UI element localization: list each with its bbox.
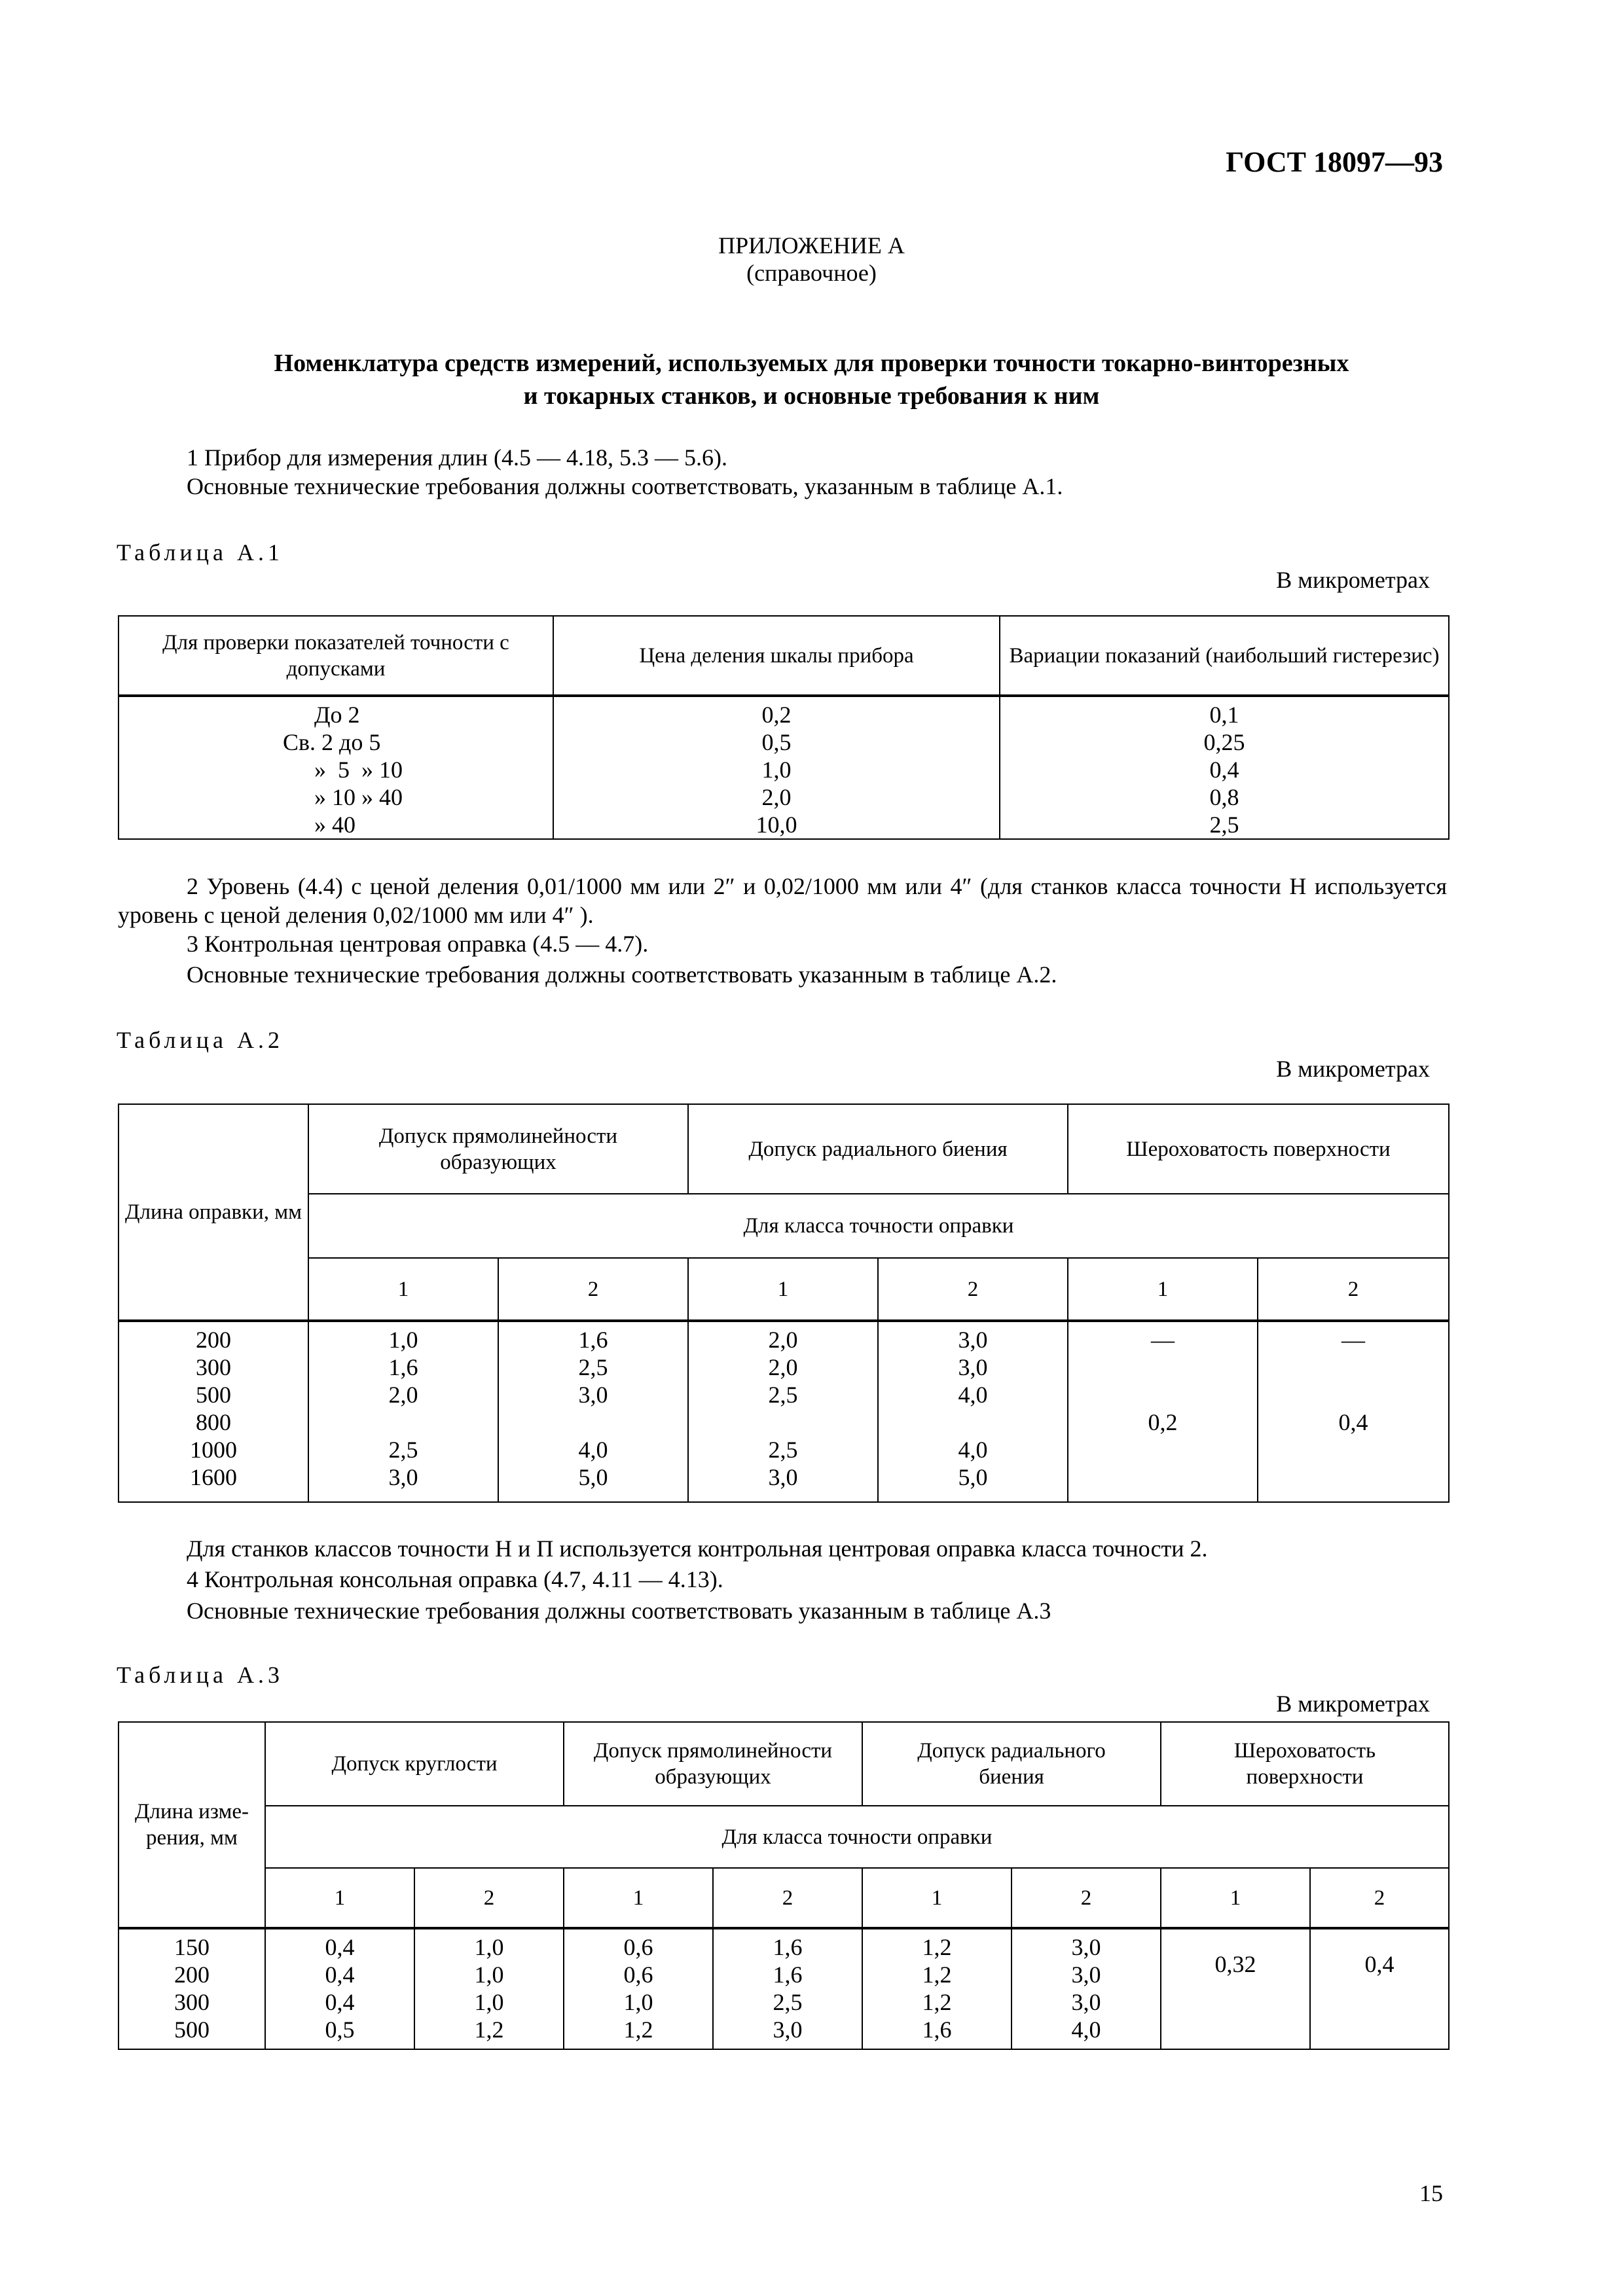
table-3-cell: 1,2 [623, 2017, 653, 2043]
appendix-title: ПРИЛОЖЕНИЕ А [718, 232, 905, 259]
table-3-header-length: Длина изме- рения, мм [119, 1722, 265, 1928]
table-2-cell: 3,0 [768, 1464, 798, 1490]
table-2-cell: 0,4 [1338, 1409, 1368, 1435]
table-2-header-length: Длина оправки, мм [119, 1104, 308, 1321]
table-2-cell: 2,5 [768, 1437, 798, 1463]
table-3-cell: 3,0 [1071, 1934, 1101, 1960]
table-3-label: Таблица А.3 [117, 1662, 283, 1688]
table-3-header-class: Для класса точности оправки [265, 1806, 1449, 1868]
table-1-cell: » 40 [314, 812, 356, 838]
table-3-header-straightness: Допуск прямолинейности образующих [564, 1722, 862, 1806]
item-4-text: 4 Контрольная консольная оправка (4.7, 4.11 — 4.13). [187, 1566, 723, 1592]
table-3-header-roundness: Допуск круглости [265, 1722, 564, 1806]
table-1-col-scale [553, 696, 1000, 839]
table-2-cell: 2,0 [768, 1354, 798, 1380]
table-3-cell: 1,2 [922, 1989, 952, 2015]
table-3-cell: 1,0 [474, 1962, 504, 1988]
table-2-cell: 200 [196, 1327, 231, 1353]
table-2-header-runout: Допуск радиального биения [688, 1104, 1068, 1194]
table-3-header-roughness: Шероховатость поверхности [1161, 1722, 1449, 1806]
table-3-col-straight-2 [713, 1928, 862, 2049]
table-3-units: В микрометрах [1276, 1691, 1430, 1717]
table-3-cell: 0,32 [1214, 1951, 1256, 1977]
table-2-cell [689, 1408, 877, 1436]
table-2-units: В микрометрах [1276, 1056, 1430, 1082]
table-1-cell: 2,0 [761, 784, 792, 810]
table-3-cell: 0,4 [1364, 1951, 1395, 1977]
table-3-cell: 1,6 [773, 1934, 803, 1960]
table-3-col-straight-1 [564, 1928, 713, 2049]
table-3-cell: 200 [174, 1962, 210, 1988]
table-3-cell: 300 [174, 1989, 210, 2015]
table-2-cell [499, 1408, 687, 1436]
table-3-cell: 2,5 [773, 1989, 803, 2015]
table-2-cell: 1000 [190, 1437, 237, 1463]
table-2-col-straight-1 [308, 1321, 498, 1502]
table-2-cell: 500 [196, 1382, 231, 1408]
table-1-header-scale: Цена деления шкалы прибора [553, 616, 1000, 696]
table-2-cell: 2,0 [388, 1382, 418, 1408]
table-2-col-length [119, 1321, 308, 1502]
table-3-col-round-1 [265, 1928, 414, 2049]
table-3-cell: 500 [174, 2017, 210, 2043]
table-1-cell: 0,1 [1209, 702, 1239, 728]
table-3-cell: 3,0 [773, 2017, 803, 2043]
table-1-cell: 0,4 [1209, 757, 1239, 783]
table-2-cell: 1,6 [578, 1327, 608, 1353]
table-2-class-1: 1 [688, 1258, 878, 1321]
table-3-col-length [119, 1928, 265, 2049]
table-3-col-runout-2 [1012, 1928, 1161, 2049]
section-3-note: Для станков классов точности Н и П используется контрольная центровая оправка класса точности 2. [187, 1535, 1208, 1562]
table-1-col-tolerance [119, 696, 553, 839]
table-2-dash: — [1151, 1327, 1175, 1353]
table-3-class-1: 1 [564, 1868, 713, 1928]
table-3-cell: 0,6 [623, 1934, 653, 1960]
table-2-cell: 3,0 [578, 1382, 608, 1408]
table-3-cell: 1,6 [773, 1962, 803, 1988]
table-2-col-runout-1 [688, 1321, 878, 1502]
table-3-col-rough-1 [1161, 1928, 1310, 2049]
table-2-cell [309, 1408, 498, 1436]
table-2-cell: 4,0 [578, 1437, 608, 1463]
table-3-cell: 0,4 [325, 1962, 355, 1988]
table-3-col-round-2 [414, 1928, 564, 2049]
table-1-cell: Св. 2 до 5 [283, 729, 381, 755]
table-3-cell: 0,4 [325, 1934, 355, 1960]
table-1-cell: 0,2 [761, 702, 792, 728]
table-3-cell: 0,5 [325, 2017, 355, 2043]
table-1-cell: » 5 » 10 [314, 757, 403, 783]
item-4-requirements: Основные технические требования должны соответствовать указанным в таблице А.3 [187, 1598, 1051, 1624]
heading-line-2: и токарных станков, и основные требования к ним [523, 382, 1100, 410]
table-2-cell: 2,0 [768, 1327, 798, 1353]
table-1-cell: 0,8 [1209, 784, 1239, 810]
table-2-header-straightness: Допуск прямолинейности образующих [308, 1104, 688, 1194]
table-3-cell: 1,2 [474, 2017, 504, 2043]
table-2-cell: 1,0 [388, 1327, 418, 1353]
table-3-header-runout: Допуск радиального биения [862, 1722, 1161, 1806]
table-2-cell: 2,5 [578, 1354, 608, 1380]
table-3-col-rough-2 [1310, 1928, 1449, 2049]
table-2-cell: 2,5 [768, 1382, 798, 1408]
table-2-cell: 5,0 [958, 1464, 988, 1490]
table-3 [118, 1721, 1450, 2050]
table-2-label: Таблица А.2 [117, 1027, 283, 1053]
table-1-cell: 1,0 [761, 757, 792, 783]
table-1-cell: До 2 [314, 702, 360, 728]
table-3-cell: 1,0 [623, 1989, 653, 2015]
table-2-cell: 4,0 [958, 1382, 988, 1408]
item-3-text: 3 Контрольная центровая оправка (4.5 — 4.7). [187, 931, 649, 957]
table-3-class-1: 1 [862, 1868, 1012, 1928]
page-number: 15 [1419, 2180, 1443, 2206]
item-3-requirements: Основные технические требования должны соответствовать указанным в таблице А.2. [187, 961, 1057, 988]
table-3-class-2: 2 [1012, 1868, 1161, 1928]
table-2-cell: 300 [196, 1354, 231, 1380]
table-1-header-variation: Вариации показаний (наибольший гистерезис) [1000, 616, 1449, 696]
table-2-col-rough-2 [1258, 1321, 1449, 1502]
table-1-cell: 10,0 [756, 812, 797, 838]
table-2-cell: 1600 [190, 1464, 237, 1490]
item-2-text: 2 Уровень (4.4) с ценой деления 0,01/1000 мм или 2″ и 0,02/1000 мм или 4″ (для станков класса точности Н используется уровень с ценой деления 0,02/1000 мм или 4″ ). [118, 873, 1447, 928]
table-2-cell: 0,2 [1148, 1409, 1178, 1435]
table-2-class-1: 1 [308, 1258, 498, 1321]
table-1-units: В микрометрах [1276, 567, 1430, 593]
table-2-cell: 3,0 [388, 1464, 418, 1490]
table-2-cell: 5,0 [578, 1464, 608, 1490]
table-1-header-check: Для проверки показателей точности с допусками [119, 616, 553, 696]
table-3-cell: 1,2 [922, 1962, 952, 1988]
table-1-col-variation [1000, 696, 1449, 839]
heading-line-1: Номенклатура средств измерений, используемых для проверки точности токарно-винторезных [274, 350, 1349, 377]
table-2-cell: 1,6 [388, 1354, 418, 1380]
table-1-cell: 0,25 [1203, 729, 1245, 755]
table-2-header-roughness: Шероховатость поверхности [1068, 1104, 1449, 1194]
table-1-cell: » 10 » 40 [314, 784, 403, 810]
table-3-cell: 1,2 [922, 1934, 952, 1960]
table-2-col-straight-2 [498, 1321, 688, 1502]
table-3-cell: 0,6 [623, 1962, 653, 1988]
table-2-cell: 3,0 [958, 1327, 988, 1353]
table-2-col-runout-2 [878, 1321, 1068, 1502]
table-1 [118, 615, 1450, 840]
table-2-col-rough-1 [1068, 1321, 1258, 1502]
table-3-cell: 150 [174, 1934, 210, 1960]
table-3-cell: 4,0 [1071, 2017, 1101, 2043]
table-2-class-2: 2 [1258, 1258, 1449, 1321]
table-2-header-class: Для класса точности оправки [308, 1194, 1449, 1258]
item-1-text: 1 Прибор для измерения длин (4.5 — 4.18, 5.3 — 5.6). [187, 444, 728, 471]
table-1-cell: 2,5 [1209, 812, 1239, 838]
table-2-cell: 4,0 [958, 1437, 988, 1463]
table-2-cell: 2,5 [388, 1437, 418, 1463]
table-2-cell: 800 [196, 1409, 231, 1435]
table-2-cell: 3,0 [958, 1354, 988, 1380]
table-3-cell: 1,0 [474, 1934, 504, 1960]
table-3-cell: 3,0 [1071, 1989, 1101, 2015]
table-1-cell: 0,5 [761, 729, 792, 755]
table-3-col-runout-1 [862, 1928, 1012, 2049]
appendix-subtitle: (справочное) [746, 260, 877, 286]
table-1-label: Таблица А.1 [117, 539, 283, 565]
table-2-class-1: 1 [1068, 1258, 1258, 1321]
table-3-class-2: 2 [414, 1868, 564, 1928]
table-2-class-2: 2 [878, 1258, 1068, 1321]
item-1-requirements: Основные технические требования должны соответствовать, указанным в таблице А.1. [187, 473, 1063, 499]
table-2-cell [879, 1408, 1067, 1436]
standard-number: ГОСТ 18097—93 [1226, 146, 1443, 178]
table-3-cell: 1,6 [922, 2017, 952, 2043]
table-3-class-1: 1 [265, 1868, 414, 1928]
table-2 [118, 1103, 1450, 1503]
table-3-cell: 0,4 [325, 1989, 355, 2015]
document-heading [0, 347, 1623, 412]
table-2-class-2: 2 [498, 1258, 688, 1321]
table-3-class-2: 2 [713, 1868, 862, 1928]
table-3-cell: 1,0 [474, 1989, 504, 2015]
table-3-class-2: 2 [1310, 1868, 1449, 1928]
table-3-cell: 3,0 [1071, 1962, 1101, 1988]
table-2-dash: — [1341, 1327, 1365, 1353]
table-3-class-1: 1 [1161, 1868, 1310, 1928]
